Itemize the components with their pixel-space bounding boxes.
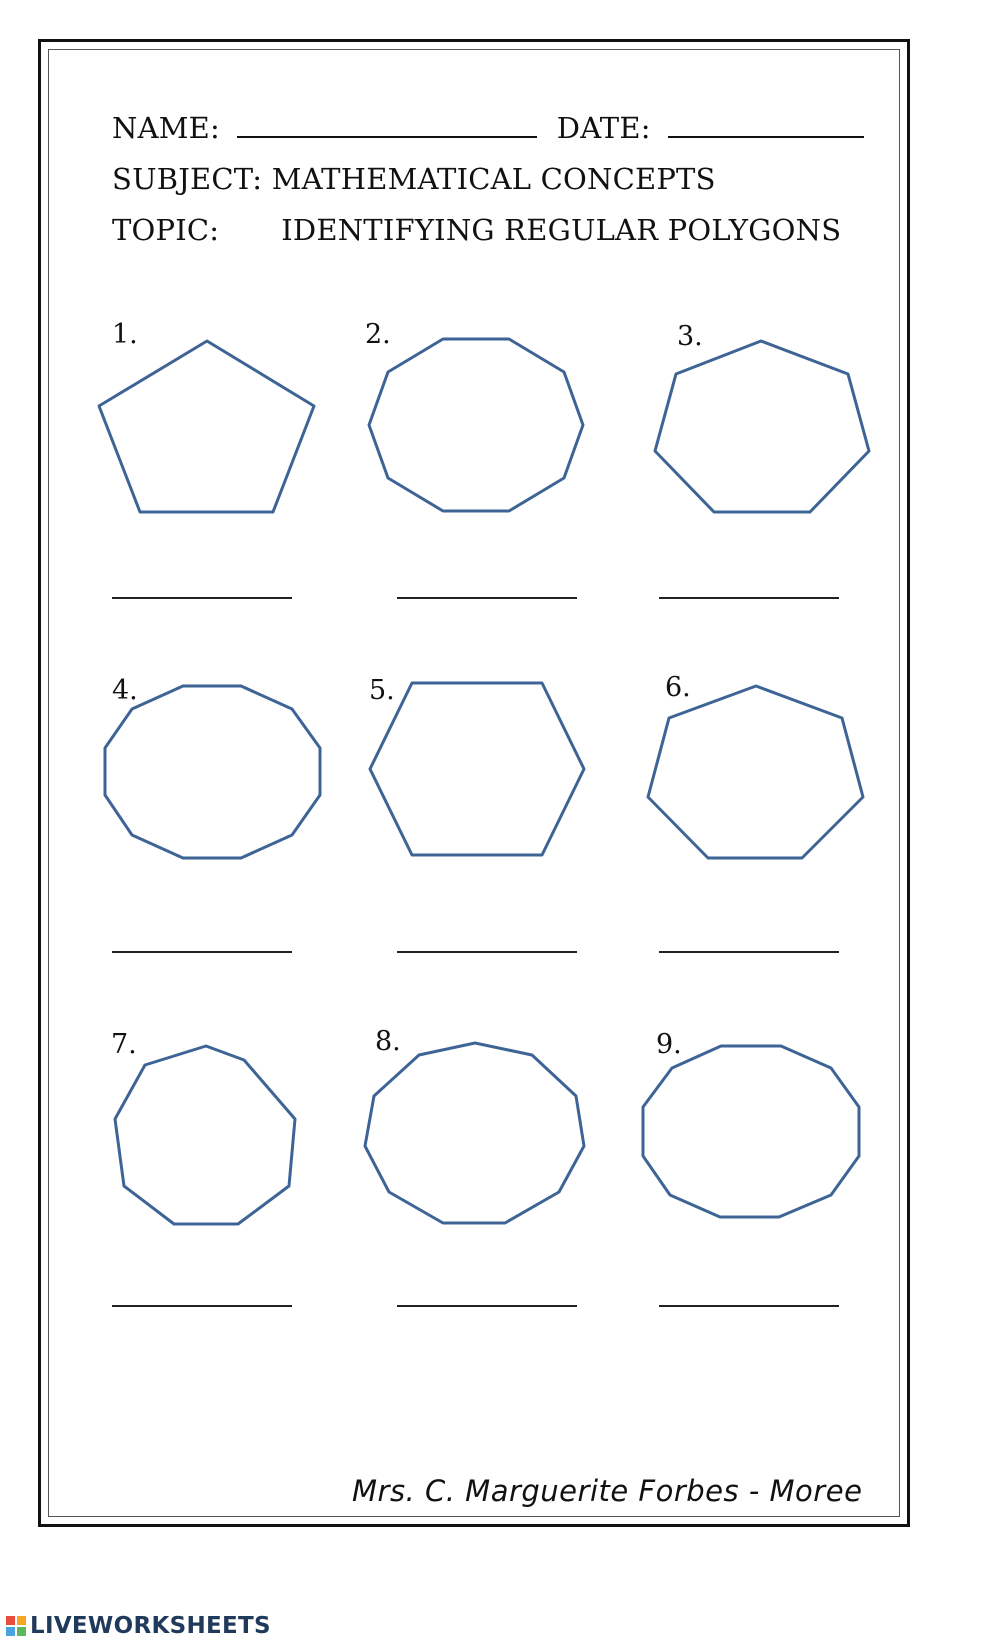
polygon-6 xyxy=(648,686,863,858)
problem-number-5: 5. xyxy=(369,675,395,706)
topic-label: TOPIC: xyxy=(112,213,220,247)
polygon-7 xyxy=(115,1046,295,1224)
answer-field-2[interactable] xyxy=(397,597,577,599)
problem-number-3: 3. xyxy=(677,321,703,352)
problem-number-8: 8. xyxy=(375,1026,401,1057)
answer-field-3[interactable] xyxy=(659,597,839,599)
answer-field-5[interactable] xyxy=(397,951,577,953)
author-signature: Mrs. C. Marguerite Forbes - Moree xyxy=(352,1474,863,1508)
polygon-2 xyxy=(369,339,583,511)
topic-value: IDENTIFYING REGULAR POLYGONS xyxy=(281,213,842,247)
problem-number-1: 1. xyxy=(112,319,138,350)
polygon-1 xyxy=(99,341,314,512)
brand-text: LIVEWORKSHEETS xyxy=(30,1613,271,1639)
subject-value: MATHEMATICAL CONCEPTS xyxy=(271,162,716,196)
problem-number-2: 2. xyxy=(365,319,391,350)
date-label: DATE: xyxy=(556,111,651,145)
problem-number-9: 9. xyxy=(656,1029,682,1060)
polygon-3 xyxy=(655,341,869,512)
problem-number-6: 6. xyxy=(665,672,691,703)
problem-number-7: 7. xyxy=(111,1029,137,1060)
logo-square-3 xyxy=(6,1627,15,1636)
subject-label: SUBJECT: xyxy=(112,162,263,196)
polygon-8 xyxy=(365,1043,584,1223)
answer-field-7[interactable] xyxy=(112,1305,292,1307)
polygon-9 xyxy=(643,1046,859,1217)
liveworksheets-brand[interactable] xyxy=(6,1612,271,1640)
logo-square-4 xyxy=(17,1627,26,1636)
name-label: NAME: xyxy=(112,111,220,145)
polygon-4 xyxy=(105,686,320,858)
answer-field-6[interactable] xyxy=(659,951,839,953)
problem-number-4: 4. xyxy=(112,675,138,706)
answer-field-8[interactable] xyxy=(397,1305,577,1307)
polygon-5 xyxy=(370,683,584,855)
logo-square-1 xyxy=(6,1616,15,1625)
answer-field-4[interactable] xyxy=(112,951,292,953)
logo-square-2 xyxy=(17,1616,26,1625)
answer-field-9[interactable] xyxy=(659,1305,839,1307)
answer-field-1[interactable] xyxy=(112,597,292,599)
liveworksheets-logo-icon xyxy=(6,1616,26,1636)
